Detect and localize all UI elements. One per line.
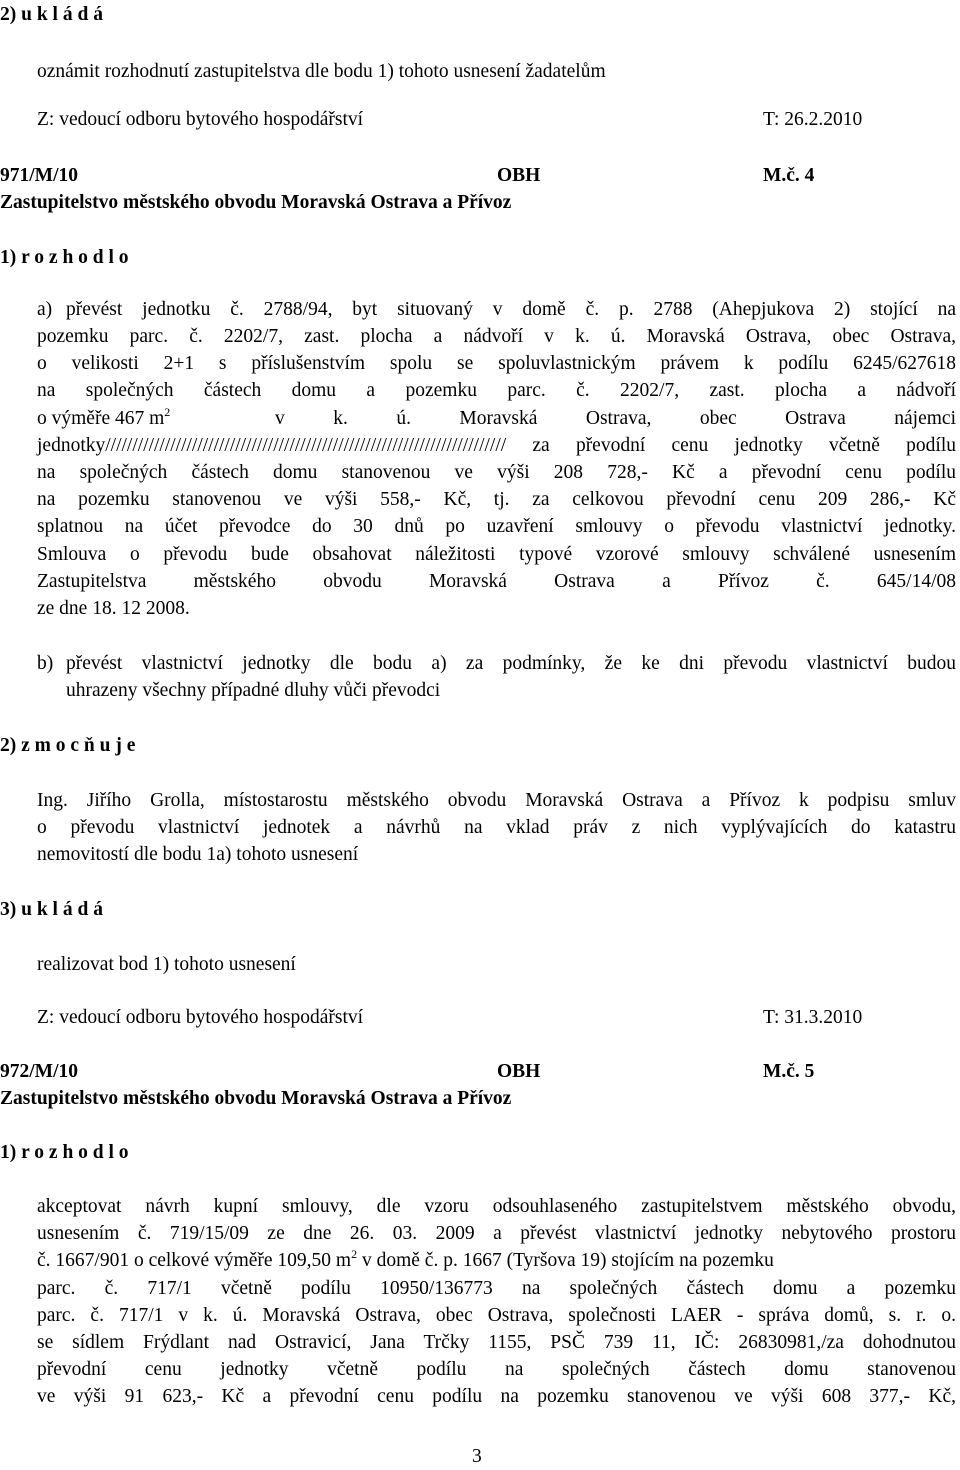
section-heading: 1) r o z h o d l o bbox=[0, 1142, 129, 1163]
resolution-number: 972/M/10 bbox=[0, 1061, 78, 1082]
paragraph-line: Smlouva o převodu bude obsahovat náležitosti typové vzorové smlouvy schválené usnesením bbox=[37, 544, 956, 565]
item-label: b) bbox=[37, 653, 54, 674]
section-heading: 1) r o z h o d l o bbox=[0, 247, 129, 268]
paragraph-line: se sídlem Frýdlant nad Ostravicí, Jana Trčky 1155, PSČ 739 11, IČ: 26830981,/za dohodnutou bbox=[37, 1332, 956, 1353]
superscript: 2 bbox=[351, 1247, 358, 1261]
text-fragment: č. 1667/901 o celkové výměře 109,50 m bbox=[37, 1250, 352, 1271]
resolution-body: Zastupitelstvo městského obvodu Moravská Ostrava a Přívoz bbox=[0, 192, 512, 213]
department: OBH bbox=[497, 165, 541, 186]
paragraph-line: na společných částech domu stanovenou ve výši 208 728,- Kč a převodní cenu podílu bbox=[37, 462, 956, 483]
paragraph: oznámit rozhodnutí zastupitelstva dle bodu 1) tohoto usnesení žadatelům bbox=[37, 61, 606, 82]
paragraph-line: splatnou na účet převodce do 30 dnů po uzavření smlouvy o převodu vlastnictví jednotky. bbox=[37, 516, 956, 537]
paragraph: realizovat bod 1) tohoto usnesení bbox=[37, 954, 296, 975]
paragraph-line: ze dne 18. 12 2008. bbox=[37, 598, 190, 619]
paragraph-line: uhrazeny všechny případné dluhy vůči převodci bbox=[66, 680, 441, 701]
paragraph-line: na pozemku stanovenou ve výši 558,- Kč, tj. za celkovou převodní cenu 209 286,- Kč bbox=[37, 489, 956, 510]
district-code: M.č. 4 bbox=[763, 165, 815, 186]
department: OBH bbox=[497, 1061, 541, 1082]
paragraph-line: převést vlastnictví jednotky dle bodu a) za podmínky, že ke dni převodu vlastnictví budou bbox=[66, 653, 956, 674]
district-code: M.č. 5 bbox=[763, 1061, 815, 1082]
paragraph-line: Ing. Jiřího Grolla, místostarostu městského obvodu Moravská Ostrava a Přívoz k podpisu smluv bbox=[37, 790, 956, 811]
paragraph-line: jednotky////////////////////////////////////////////////////////////////////////// za převodní cenu jednotky včetně podílu bbox=[37, 435, 956, 456]
paragraph-line: ve výši 91 623,- Kč a převodní cenu podílu na pozemku stanovenou ve výši 608 377,- Kč, bbox=[37, 1386, 956, 1407]
paragraph-line: akceptovat návrh kupní smlouvy, dle vzoru odsouhlaseného zastupitelstvem městského obvodu, bbox=[37, 1196, 956, 1217]
paragraph-line: nemovitostí dle bodu 1a) tohoto usnesení bbox=[37, 844, 359, 865]
item-label: a) bbox=[37, 299, 53, 320]
paragraph-line: usnesením č. 719/15/09 ze dne 26. 03. 2009 a převést vlastnictví jednotky nebytového prostoru bbox=[37, 1223, 956, 1244]
section-heading: 3) u k l á d á bbox=[0, 899, 103, 920]
paragraph-line: parc. č. 717/1 v k. ú. Moravská Ostrava, obec Ostrava, společnosti LAER - správa domů, s. r. o. bbox=[37, 1305, 956, 1326]
deadline: T: 31.3.2010 bbox=[763, 1007, 863, 1028]
section-heading: 2) u k l á d á bbox=[0, 4, 103, 25]
paragraph-line: o převodu vlastnictví jednotek a návrhů na vklad práv z nich vyplývajících do katastru bbox=[37, 817, 956, 838]
paragraph-line: parc. č. 717/1 včetně podílu 10950/136773 na společných částech domu a pozemku bbox=[37, 1278, 956, 1299]
paragraph-line: Zastupitelstva městského obvodu Moravská Ostrava a Přívoz č. 645/14/08 bbox=[37, 571, 956, 592]
section-heading: 2) z m o c ň u j e bbox=[0, 735, 136, 756]
paragraph-line bbox=[37, 405, 171, 429]
resolution-body: Zastupitelstvo městského obvodu Moravská Ostrava a Přívoz bbox=[0, 1088, 512, 1109]
page-number: 3 bbox=[472, 1446, 482, 1467]
text-fragment: v domě č. p. 1667 (Tyršova 19) stojícím na pozemku bbox=[357, 1250, 774, 1271]
resolution-number: 971/M/10 bbox=[0, 165, 78, 186]
superscript: 2 bbox=[164, 405, 171, 419]
paragraph-line: převést jednotku č. 2788/94, byt situovaný v domě č. p. 2788 (Ahepjukova 2) stojící na bbox=[66, 299, 956, 320]
paragraph-line bbox=[37, 1247, 774, 1271]
paragraph-line: v k. ú. Moravská Ostrava, obec Ostrava nájemci bbox=[275, 408, 956, 429]
responsible-person: Z: vedoucí odboru bytového hospodářství bbox=[37, 109, 364, 130]
paragraph-line: pozemku parc. č. 2202/7, zast. plocha a nádvoří v k. ú. Moravská Ostrava, obec Ostrava, bbox=[37, 326, 956, 347]
deadline: T: 26.2.2010 bbox=[763, 109, 863, 130]
paragraph-line: na společných částech domu a pozemku parc. č. 2202/7, zast. plocha a nádvoří bbox=[37, 380, 956, 401]
text-fragment: o výměře 467 m bbox=[37, 408, 165, 429]
paragraph-line: o velikosti 2+1 s příslušenstvím spolu se spoluvlastnickým právem k podílu 6245/627618 bbox=[37, 353, 956, 374]
responsible-person: Z: vedoucí odboru bytového hospodářství bbox=[37, 1007, 364, 1028]
paragraph-line: převodní cenu jednotky včetně podílu na společných částech domu stanovenou bbox=[37, 1359, 956, 1380]
